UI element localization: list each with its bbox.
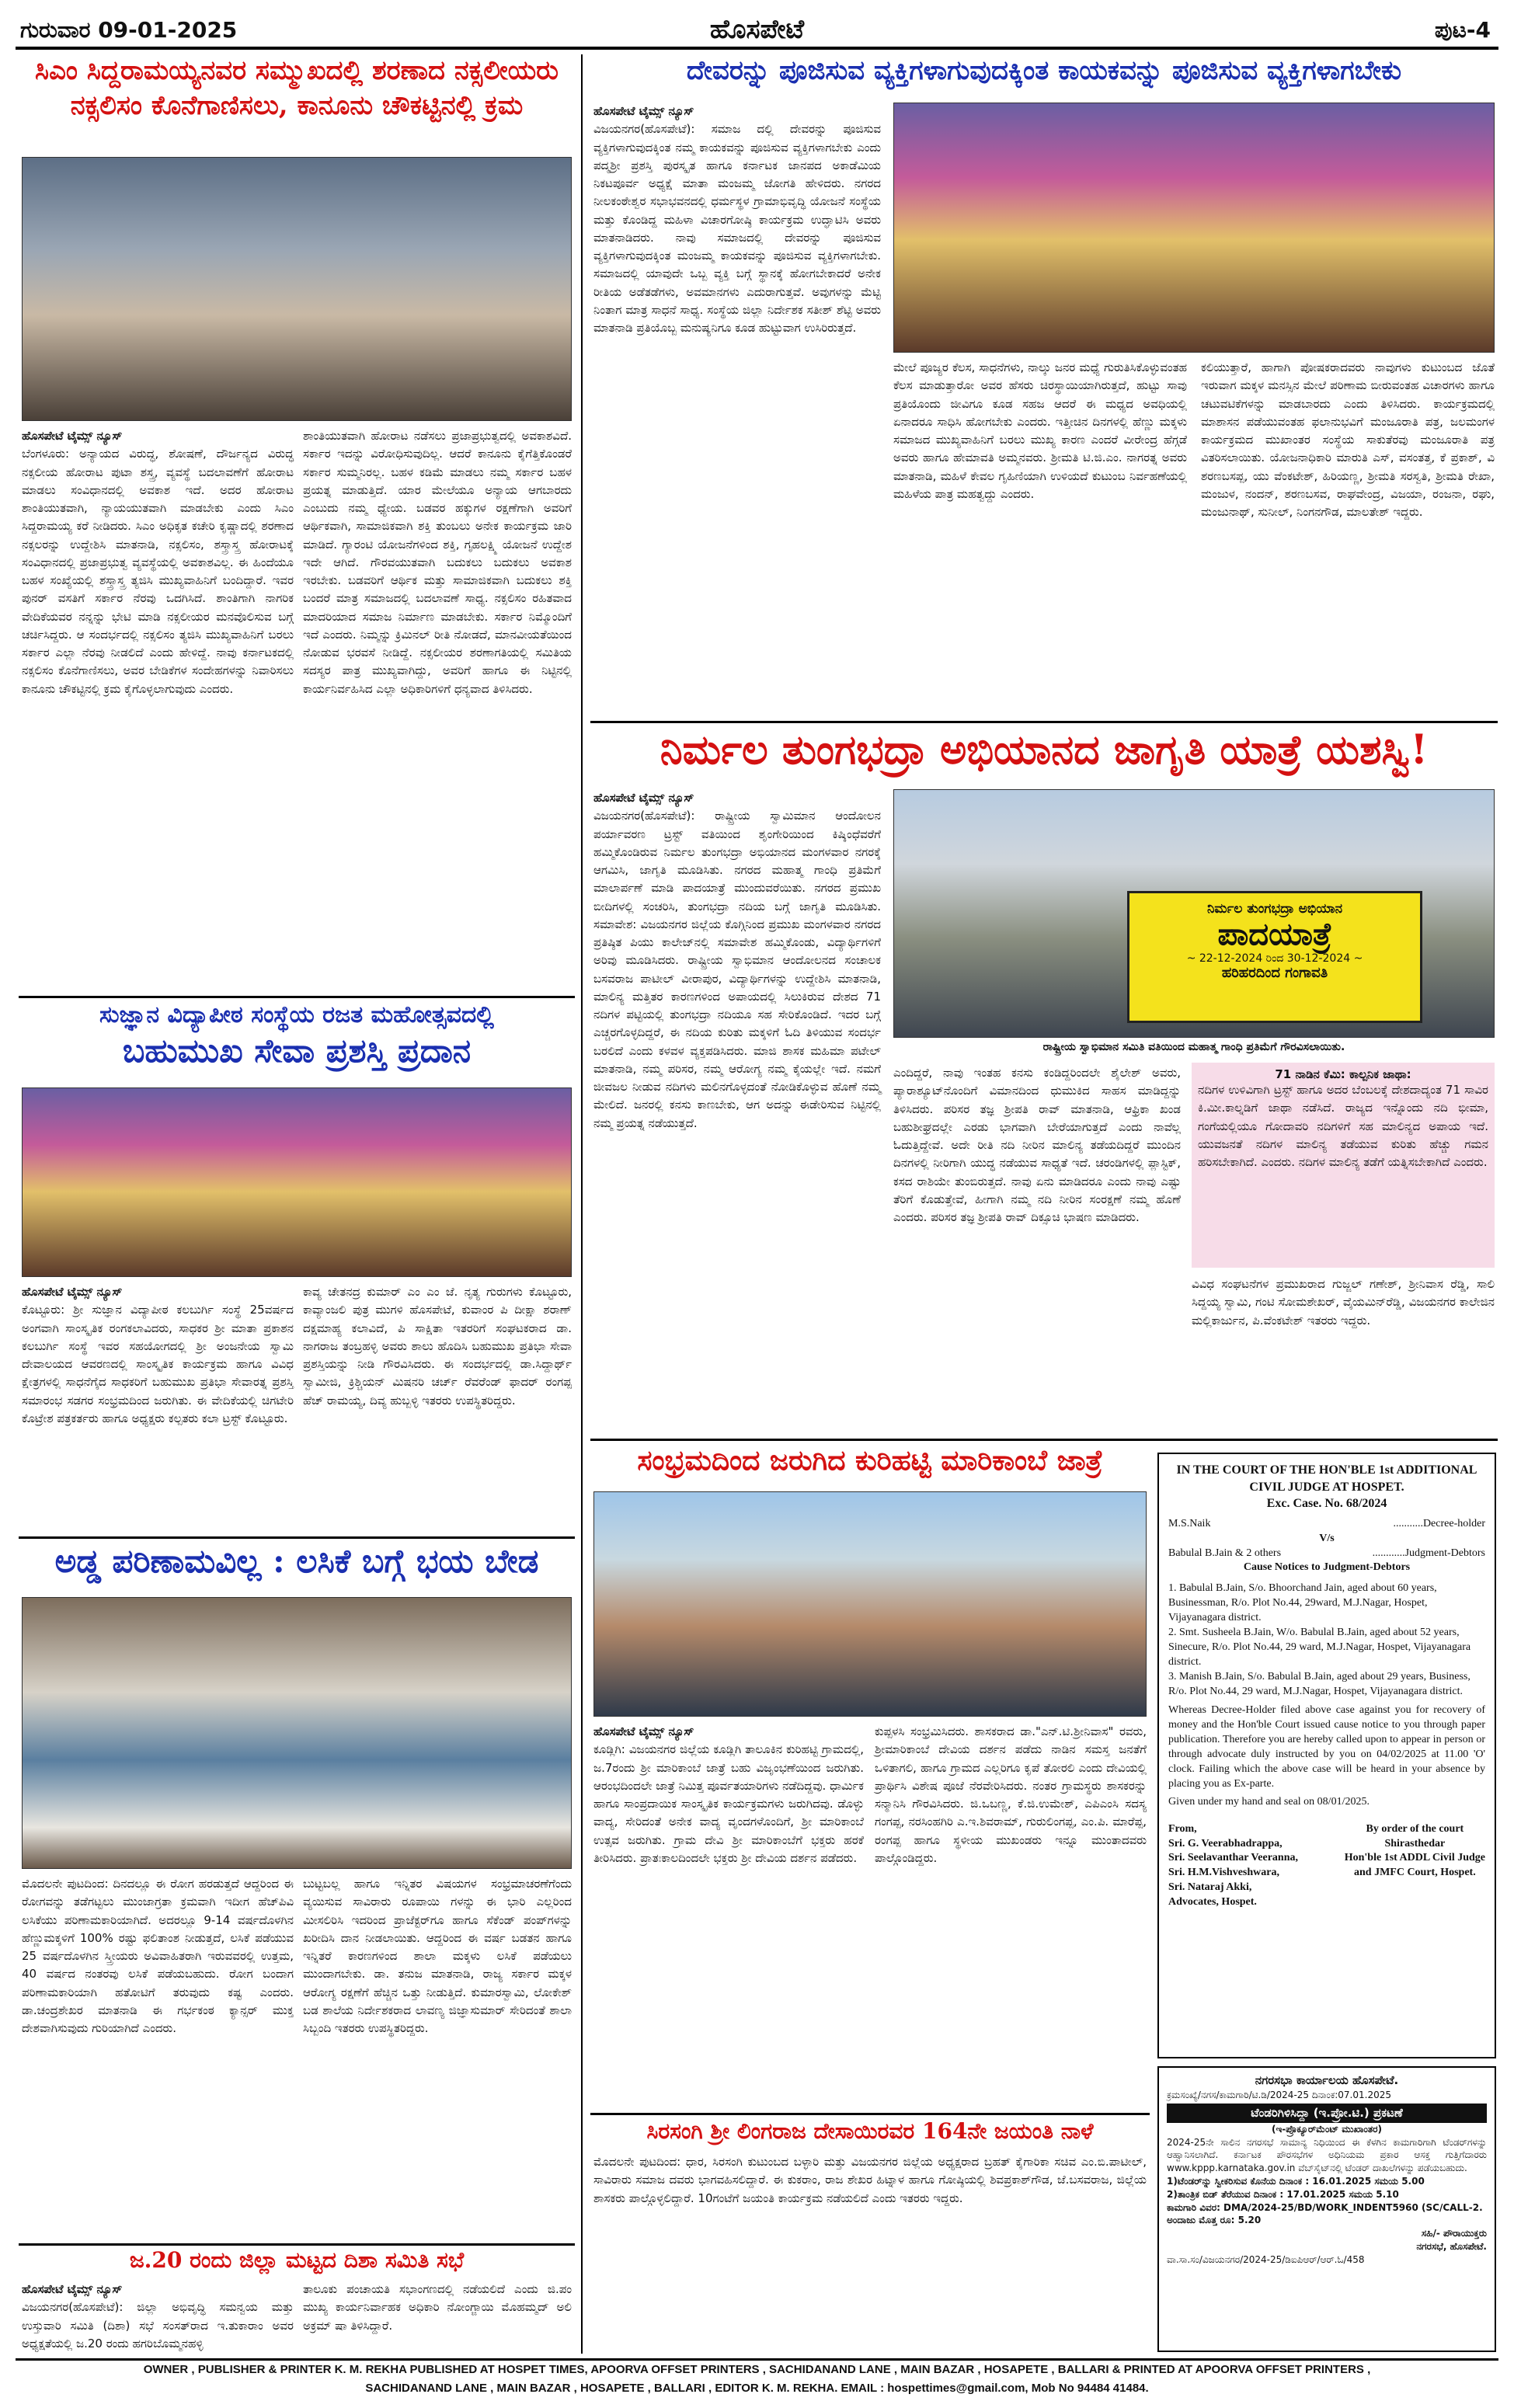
body-text: ವಿಜಯನಗರ(ಹೊಸಪೇಟೆ): ಸಮಾಜ ದಲ್ಲಿ ದೇವರನ್ನು ಪೂಜಿಸುವ ವ್ಯಕ್ತಿಗಳಾಗುವುದಕ್ಕಿಂತ ನಮ್ಮ ಕಾಯಕವನ್ನು ಪೂಜಿಸುವ ವ್ಯಕ್ತಿಗಳಾಗಬೇಕು ಎಂದು ಪದ್ಮಶ್ರೀ ಪ್ರಶಸ್ತಿ ಪುರಸ್ಕೃತ ಹಾಗೂ ಕರ್ನಾಟಕ ಜಾನಪದ ಅಕಾಡೆಮಿಯ ನಿಕಟಪೂರ್ವ ಅಧ್ಯಕ್ಷೆ ಮಾತಾ ಮಂಜಮ್ಮ ಜೋಗತಿ ಹೇಳಿದರು. ನಗರದ ನೀಲಕಂಠೇಶ್ವರ ಸಭಾಭವನದಲ್ಲಿ ಧರ್ಮಸ್ಥಳ ಗ್ರಾಮಾಭಿವೃದ್ಧಿ ಯೋಜನೆ ಸಂಸ್ಥೆಯ ಮತ್ತು ಕೊಂಡಿದ್ದ ಮಹಿಳಾ ವಿಚಾರಗೋಷ್ಠಿ ಕಾರ್ಯಕ್ರಮ ಉದ್ಘಾಟಿಸಿ ಅವರು ಮಾತನಾಡಿದರು. ನಾವು ಸಮಾಜದಲ್ಲಿ ದೇವರನ್ನು ಪೂಜಿಸುವ ವ್ಯಕ್ತಿಗಳಾಗುವುದಕ್ಕಿಂತ ಮಂಜಮ್ಮ ಕಾಯಕವನ್ನು ಪೂಜಿಸುವ ವ್ಯಕ್ತಿಗಳಾಗಬೇಕು. ಸಮಾಜದಲ್ಲಿ ಯಾವುದೇ ಒಬ್ಬ ವ್ಯಕ್ತಿ ಬಗ್ಗೆ ಸ್ಥಾನಕ್ಕೆ ಹೋಗಬೇಕಾದರೆ ಅನೇಕ ರೀತಿಯ ಅಡೆತಡೆಗಳು, ಅವಮಾನಗಳು ಎದುರಾಗುತ್ತವೆ. ಅವುಗಳನ್ನು ಮೆಟ್ಟಿ ನಿಂತಾಗ ಮಾತ್ರ ಸಾಧನೆ ಸಾಧ್ಯ. ಸಂಸ್ಥೆಯ ಜಿಲ್ಲಾ ನಿರ್ದೇಶಕ ಸತೀಶ್ ಶೆಟ್ಟಿ ಅವರು ಮಾತನಾಡಿ ಪ್ರತಿಯೊಬ್ಬ ಮನುಷ್ಯನಿಗೂ ಕೂಡ ಹುಟ್ಟುವಾಗ ಉಸಿರಿರುತ್ತದೆ. [593,122,881,335]
article-col-2 [893,1064,1181,1227]
judgment-debtor-role: ............Judgment-Debtors [1372,1547,1485,1559]
party-row [1168,1547,1485,1561]
body-text: ಎಂದಿದ್ದರೆ, ನಾವು ಇಂತಹ ಕನಸು ಕಂಡಿದ್ದರಿಂದಲೇ ಶೈಲೇಶ್ ಅವರು, ಪ್ಯಾರಾಶ್ಯೂಟ್‌ನೊಂದಿಗೆ ವಿಮಾನದಿಂದ ಧುಮುಕಿದ ಸಾಹಸ ಮಾಡಿದ್ದನ್ನು ತಿಳಿಸಿದರು. ಪರಿಸರ ತಜ್ಞ ಶ್ರೀಪತಿ ರಾವ್ ಮಾತನಾಡಿ, ಆಫ್ರಿಕಾ ಖಂಡ ಬಹುಶೀಘ್ರದಲ್ಲೇ ಎರಡು ಭಾಗವಾಗಿ ಬೇರೆಯಾಗುತ್ತದೆ ಎಂದು ನಾವೆಲ್ಲ ಓದುತ್ತಿದ್ದೇವೆ. ಅದೇ ರೀತಿ ನದಿ ನೀರಿನ ಮಾಲಿನ್ಯ ತಡೆಯದಿದ್ದರೆ ಮುಂದಿನ ದಿನಗಳಲ್ಲಿ ನೀರಿಗಾಗಿ ಯುದ್ಧ ನಡೆಯುವ ಸಾಧ್ಯತೆ ಇದೆ. ಚರಂಡಿಗಳಲ್ಲಿ ಪ್ಲಾಸ್ಟಿಕ್, ಕಸದ ರಾಶಿಯೇ ತುಂಬಿರುತ್ತದೆ. ನಾವು ಏನು ಮಾಡಿದರೂ ಎಂದು ನಾವು ಎಷ್ಟು ತೆರಿಗೆ ಕೊಡುತ್ತೇವೆ, ಹೀಗಾಗಿ ನಮ್ಮ ನದಿ ನೀರಿನ ಸಂರಕ್ಷಣೆ ನಮ್ಮ ಹೊಣೆ ಎಂದರು. ಪರಿಸರ ತಜ್ಞ ಶ್ರೀಪತಿ ರಾವ್ ದಿಕ್ಸೂಚಿ ಭಾಷಣ ಮಾಡಿದರು. [893,1066,1181,1224]
banner-text: ನಿರ್ಮಲ ತುಂಗಭದ್ರಾ ಅಭಿಯಾನ [1206,901,1343,917]
divider [19,996,575,998]
notice-subject: Cause Notices to Judgment-Debtors [1243,1561,1411,1574]
order-line: Shirasthedar [1384,1837,1446,1849]
box-title: 71 ನಾಡಿನ ಕೆಮಿ: ಕಾಲ್ಪನಿಕ ಜಾಥಾ: [1275,1067,1411,1081]
byline: ಹೊಸಪೇಟೆ ಟೈಮ್ಸ್ ನ್ಯೂಸ್ [593,1724,694,1738]
headline: ನಿರ್ಮಲ ತುಂಗಭದ್ರಾ ಅಭಿಯಾನದ ಜಾಗೃತಿ ಯಾತ್ರೆ ಯಶಸ್ವಿ! [660,726,1429,774]
headline: ಅಡ್ಡ ಪರಿಣಾಮವಿಲ್ಲ : ಲಸಿಕೆ ಬಗ್ಗೆ ಭಯ ಬೇಡ [54,1542,539,1580]
article-col-1 [593,103,881,337]
tender-date-1: 1)ಟೆಂಡರ್‌ನ್ನು ಸ್ವೀಕರಿಸುವ ಕೊನೆಯ ದಿನಾಂಕ : 16.01.2025 ಸಮಯ 5.00 [1167,2175,1425,2187]
notice-title-1: IN THE COURT OF THE HON'BLE 1st ADDITIONAL [1176,1463,1477,1477]
tender-ref-2: ವಾ.ಸಾ.ಸಂ/ವಿಜಯನಗರ/2024-25/ಡಿಐಪಿಆರ್/ಆರ್.ಓ/458 [1167,2253,1365,2265]
body-text: ಕೊಟ್ಟೂರು: ಶ್ರೀ ಸುಜ್ಞಾನ ವಿದ್ಯಾಪೀಠ ಕಲಬುರ್ಗಿ ಸಂಸ್ಥೆ 25ವರ್ಷದ ಅಂಗವಾಗಿ ಸಾಂಸ್ಕೃತಿಕ ರಂಗಕಲಾವಿದರು, ಸಾಧಕರ ಶ್ರೀ ಮಾತಾ ಪ್ರಕಾಶನ ಕಲಬುರ್ಗಿ ಸಂಸ್ಥೆ ಇವರ ಸಹಯೋಗದಲ್ಲಿ ಶ್ರೀ ಅಂಜನೇಯ ಸ್ವಾಮಿ ದೇವಾಲಯದ ಆವರಣದಲ್ಲಿ ಸಾಂಸ್ಕೃತಿಕ ಕಾರ್ಯಕ್ರಮ ಹಾಗೂ ವಿವಿಧ ಕ್ಷೇತ್ರಗಳಲ್ಲಿ ಸಾಧನೆಗೈದ ಸಾಧಕರಿಗೆ ಬಹುಮುಖ ಪ್ರತಿಭಾ ಸೇವಾರತ್ನ ಪ್ರಶಸ್ತಿ ಸಮಾರಂಭ ಸಡಗರ ಸಂಭ್ರಮದಿಂದ ಜರುಗಿತು. ಈ ವೇದಿಕೆಯಲ್ಲಿ ಚಿಗಟೇರಿ ಕೊಟ್ರೇಶ ಪತ್ರಕರ್ತರು ಹಾಗೂ ಅಧ್ಯಕ್ಷರು ಕಲ್ಪತರು ಕಲಾ ಟ್ರಸ್ಟ್ ಕೊಟ್ಟೂರು. [22,1303,294,1425]
debtor-3: 3. Manish B.Jain, S/o. Babulal B.Jain, aged about 29 years, Business, R/o. Plot No.44, 29 ward, M.J.Nagar, Hospet, Vijayanagara district. [1168,1670,1470,1697]
tender-body: 2024-25ನೇ ಸಾಲಿನ ನಗರಸಭೆ ಸಾಮಾನ್ಯ ನಿಧಿಯಿಂದ ಈ ಕೆಳಗಿನ ಕಾಮಗಾರಿಗಾಗಿ ಟೆಂಡರ್‌ಗಳನ್ನು ಆಹ್ವಾನಿಸಲಾಗಿದೆ. ಕರ್ನಾಟಕ ಪೌರಸಭೆಗಳ ಅಧಿನಿಯಮ ಪ್ರಕಾರ ಆಸಕ್ತ ಗುತ್ತಿಗೆದಾರರು www.kppp.karnataka.gov.in ವೆಬ್‌ಸೈಟ್‌ನಲ್ಲಿ ಟೆಂಡರ್ ದಾಖಲೆಗಳನ್ನು ಪಡೆಯಬಹುದು. [1167,2136,1487,2174]
body-text: ಬುಟ್ಟಬಲ್ಲ ಹಾಗೂ ಇನ್ನಿತರ ವಿಷಯಗಳ ಸಂಭ್ರಮಾಚರಣೆಗೆಂದು ವ್ಯಯಿಸುವ ಸಾವಿರಾರು ರೂಪಾಯಿ ಗಳನ್ನು ಈ ಭಾರಿ ಎಲ್ಲರಿಂದ ಮೀಸಲಿರಿಸಿ ಇದರಿಂದ ಪ್ರಾಜೆಕ್ಟರ್‌ಗೂ ಹಾಗೂ ಸೆಕೆಂಡ್ ಪಂಪ್‌ಗಳನ್ನು ಖರೀದಿಸಿ ದಾನ ನೀಡಲಾಯಿತು. ಆದ್ದರಿಂದ ಈ ವರ್ಷ ಬಡತನ ಹಾಗೂ ಇನ್ನಿತರೆ ಕಾರಣಗಳಿಂದ ಶಾಲಾ ಮಕ್ಕಳು ಲಸಿಕೆ ಪಡೆಯಲು ಮುಂದಾಗಬೇಕು. ಡಾ. ತನುಜ ಮಾತನಾಡಿ, ರಾಜ್ಯ ಸರ್ಕಾರ ಮಕ್ಕಳ ಆರೋಗ್ಯ ರಕ್ಷಣೆಗೆ ಹೆಚ್ಚಿನ ಒತ್ತು ನೀಡುತ್ತಿದೆ. ಕುಮಾರಸ್ವಾಮಿ, ಲೋಕೇಶ್ ಬಡ ಶಾಲೆಯ ನಿರ್ದೇಶಕರಾದ ಲಾವಣ್ಯ ಜಿಜ್ಞಾಸುಮಾರ್ ಸೇರಿದಂತೆ ಶಾಲಾ ಸಿಬ್ಬಂದಿ ಇತರರು ಉಪಸ್ಥಿತರಿದ್ದರು. [303,1877,572,2035]
advocate-name: Advocates, Hospet. [1168,1896,1257,1909]
decree-holder-role: ...........Decree-holder [1393,1517,1485,1529]
headline: ಸಂಭ್ರಮದಿಂದ ಜರುಗಿದ ಕುರಿಹಟ್ಟಿ ಮಾರಿಕಾಂಬೆ ಜಾತ್ರೆ [637,1444,1103,1477]
article-award-ceremony [19,1002,575,1534]
body-text: ಮೊದಲನೇ ಪುಟದಿಂದ: ದಿನದಲ್ಲೂ ಈ ರೋಗ ಹರಡುತ್ತದೆ ಆದ್ದರಿಂದ ಈ ರೋಗವನ್ನು ತಡೆಗಟ್ಟಲು ಮುಂಜಾಗ್ರತಾ ಕ್ರಮವಾಗಿ ಇದೀಗ ಹೆಚ್‌ಪಿವಿ ಲಸಿಕೆಯು ಪರಿಣಾಮಕಾರಿಯಾಗಿದೆ. ಅದರಲ್ಲೂ 9-14 ವರ್ಷದೊಳಗಿನ ಹೆಣ್ಣುಮಕ್ಕಳಿಗೆ 100% ರಷ್ಟು ಫಲಿತಾಂಶ ನೀಡುತ್ತದೆ, ಲಸಿಕೆ ಪಡೆಯುವ 25 ವರ್ಷದೊಳಗಿನ ಸ್ತ್ರೀಯರು ಅವಿವಾಹಿತರಾಗಿ ಇರುವವರಲ್ಲಿ ಉತ್ತಮ, 40 ವರ್ಷದ ನಂತರವು ಲಸಿಕೆ ಪಡೆಯಬಹುದು. ರೋಗ ಬಂದಾಗ ಪರಿಣಾಮಕಾರಿಯಾಗಿ ಹತೋಟಿಗೆ ತರುವುದು ಕಷ್ಟ ಎಂದರು. ಡಾ.ಚಂದ್ರಶೇಖರ ಮಾತನಾಡಿ ಈ ಗರ್ಭಕಂಠ ಕ್ಯಾನ್ಸರ್ ಮುಕ್ತ ದೇಶವಾಗಿಸುವುದು ಗುರಿಯಾಗಿದೆ ಎಂದರು. [22,1877,294,2035]
debtor-2: 2. Smt. Susheela B.Jain, W/o. Babulal B.Jain, aged about 52 years, Sinecure, R/o. Plot No.44, 29 ward, M.J.Nagar, Hospet, Vijayanagara district. [1168,1627,1471,1668]
article-naxal-surrender [19,56,575,994]
case-number: Exc. Case. No. 68/2024 [1266,1497,1387,1511]
tender-ref: ಕ್ರಮಸಂಖ್ಯೆ/ನಗಸ/ಕಾಮಗಾರಿ/ಟಿ.ಡಿ/2024-25 ದಿನಾಂಕ:07.01.2025 [1167,2090,1391,2100]
order-line: and JMFC Court, Hospet. [1354,1867,1476,1879]
article-col-1 [22,2281,294,2353]
imprint-line-1: OWNER , PUBLISHER & PRINTER K. M. REKHA PUBLISHED AT HOSPET TIMES, APOORVA OFFSET PRINTERS , SACHIDANAND LANE , MAIN BAZAR , HOSAPETE , BALLARI & PRINTED AT APOORVA OFFSET PRINTERS , [143,2363,1371,2376]
article-work-worship [590,55,1498,519]
article-marikambe-fair [590,1445,1150,2113]
body-text: ಮೊದಲನೇ ಪುಟದಿಂದ: ಧಾರ, ಸಿರಸಂಗಿ ಕುಟುಂಬದ ಬಳ್ಳಾರಿ ಮತ್ತು ವಿಜಯನಗರ ಜಿಲ್ಲೆಯ ಅಧ್ಯಕ್ಷರಾದ ಬ್ರಹತ್ ಕೈಗಾರಿಕಾ ಸಚಿವ ಎಂ.ಬಿ.ಪಾಟೀಲ್, ಸಾವಿರಾರು ಸಮಾಜ ದವರು ಭಾಗವಹಿಸಲಿದ್ದಾರೆ. ಈ ಕುಕರಾಂ, ರಾಜ ಶೇಖರ ಹಿಟ್ನಾಳ ಹಾಗೂ ಗೋಷ್ಠಿಯಲ್ಲಿ ಶಿವಪ್ರಕಾಶ್‌ಗೌಡ, ಜೆ.ಬಸವರಾಜ, ಜಿಲ್ಲೆಯ ಶಾಸಕರು ಪಾಲ್ಗೊಳ್ಳಲಿದ್ದಾರೆ. 10ಗಂಟೆಗೆ ಜಯಂತಿ ಕಾರ್ಯಕ್ರಮ ನಡೆಯಲಿದೆ ಎಂದು ಇತರರು ಇದ್ದರು. [593,2155,1147,2205]
article-col-1 [593,1723,864,1867]
headline: ಸಿರಸಂಗಿ ಶ್ರೀ ಲಿಂಗರಾಜ ದೇಸಾಯಿರವರ 164ನೇ ಜಯಂತಿ ನಾಳೆ [646,2118,1094,2144]
padayatra-banner [1127,891,1422,1023]
divider [590,721,1498,723]
headline-line2: ನಕ್ಸಲಿಸಂ ಕೊನೆಗಾಣಿಸಲು, ಕಾನೂನು ಚೌಕಟ್ಟಿನಲ್ಲಿ ಕ್ರಮ [70,90,524,122]
byline: ಹೊಸಪೇಟೆ ಟೈಮ್ಸ್ ನ್ಯೂಸ್ [22,429,123,443]
tender-header: ನಗರಸಭಾ ಕಾರ್ಯಾಲಯ ಹೊಸಪೇಟೆ. [1255,2073,1399,2087]
masthead [16,14,1498,50]
tender-sign-2: ನಗರಸಭೆ, ಹೊಸಪೇಟೆ. [1416,2240,1487,2252]
court-notice [1157,1453,1496,2058]
article-disha-meeting [19,2248,575,2355]
decree-holder: M.S.Naik [1168,1517,1211,1529]
byline: ಹೊಸಪೇಟೆ ಟೈಮ್ಸ್ ನ್ಯೂಸ್ [22,2282,123,2296]
article-lingaraja-jayanti [590,2119,1150,2352]
tender-subtitle: (ಇ-ಪ್ರೊಕ್ಯೂರ್‌ಮೆಂಟ್ ಮುಖಾಂತರ) [1272,2123,1382,2135]
photo-cm-event [22,157,572,421]
tender-notice [1157,2066,1496,2352]
byline: ಹೊಸಪೇಟೆ ಟೈಮ್ಸ್ ನ್ಯೂಸ್ [22,1285,123,1299]
headline: ದೇವರನ್ನು ಪೂಜಿಸುವ ವ್ಯಕ್ತಿಗಳಾಗುವುದಕ್ಕಿಂತ ಕಾಯಕವನ್ನು ಪೂಜಿಸುವ ವ್ಯಕ್ತಿಗಳಾಗಬೇಕು [686,55,1402,86]
advocates [1168,1822,1298,1910]
article-col-1 [593,789,881,1133]
signature-block [1168,1822,1485,1910]
body-text: ಕೂಡ್ಲಿಗಿ: ವಿಜಯನಗರ ಜಿಲ್ಲೆಯ ಕೂಡ್ಲಿಗಿ ತಾಲೂಕಿನ ಕುರಿಹಟ್ಟಿ ಗ್ರಾಮದಲ್ಲಿ, ಜ.7ರಂದು ಶ್ರೀ ಮಾರಿಕಾಂಬೆ ಜಾತ್ರೆ ಬಹು ವಿಜೃಂಭಣೆಯಿಂದ ಜರುಗಿತು. ಆರಂಭದಿಂದಲೇ ಜಾತ್ರೆ ನಿಮಿತ್ತ ಪೂರ್ವತಯಾರಿಗಳು ನಡೆದಿದ್ದವು. ಧಾರ್ಮಿಕ ಹಾಗೂ ಸಾಂಪ್ರದಾಯಿಕ ಸಾಂಸ್ಕೃತಿಕ ಕಾರ್ಯಕ್ರಮಗಳು ಜರುಗಿದವು. ಡೊಳ್ಳು ವಾದ್ಯ, ಸೇರಿದಂತೆ ಅನೇಕ ವಾದ್ಯ ವೃಂದಗಳೊಂದಿಗೆ, ಶ್ರೀ ಮಾರಿಕಾಂಬೆ ಉತ್ಸವ ಜರುಗಿತು. ಗ್ರಾಮ ದೇವಿ ಶ್ರೀ ಮಾರಿಕಾಂಬೆಗೆ ಭಕ್ತರು ಹರಕೆ ತೀರಿಸಿದರು. ಪ್ರಾತಃಕಾಲದಿಂದಲೇ ಭಕ್ತರು ಶ್ರೀ ದೇವಿಯ ದರ್ಶನ ಪಡೆದರು. [593,1742,864,1865]
party-row [1168,1517,1485,1532]
banner-dates: ~ 22-12-2024 ರಿಂದ 30-12-2024 ~ [1186,952,1363,965]
article-col-2 [893,359,1187,503]
court-order [1345,1822,1485,1910]
tender-date-2: 2)ತಾಂತ್ರಿಕ ಬಿಡ್ ತೆರೆಯುವ ದಿನಾಂಕ : 17.01.2025 ಸಮಯ 5.10 [1167,2188,1399,2200]
order-line: By order of the court [1366,1822,1464,1835]
article-col-1 [22,1283,294,1428]
notice-given: Given under my hand and seal on 08/01/2025. [1168,1795,1370,1808]
article-col-2 [303,2281,572,2335]
article-col-2 [303,1283,572,1410]
advocate-name: Sri. Seelavanthar Veeranna, [1168,1852,1298,1864]
divider [590,1439,1498,1441]
advocate-name: Sri. Nataraj Akki, [1168,1881,1252,1894]
body-text: ತಾಲೂಕು ಪಂಚಾಯತಿ ಸಭಾಂಗಣದಲ್ಲಿ ನಡೆಯಲಿದೆ ಎಂದು ಜಿ.ಪಂ ಮುಖ್ಯ ಕಾರ್ಯನಿರ್ವಾಹಕ ಅಧಿಕಾರಿ ನೋಂಗ್ಜಾಯಿ ಮೊಹಮ್ಮದ್ ಅಲಿ ಅಕ್ರಮ್ ಷಾ ತಿಳಿಸಿದ್ದಾರೆ. [303,2282,572,2333]
headline: ಜ.20 ರಂದು ಜಿಲ್ಲಾ ಮಟ್ಟದ ದಿಶಾ ಸಮಿತಿ ಸಭೆ [129,2247,465,2273]
photo-caption: ರಾಷ್ಟ್ರೀಯ ಸ್ವಾಭಿಮಾನ ಸಮಿತಿ ವತಿಯಿಂದ ಮಹಾತ್ಮ ಗಾಂಧಿ ಪ್ರತಿಮೆಗೆ ಗೌರವಿಸಲಾಯಿತು. [1042,1041,1345,1053]
tender-sign-1: ಸಹಿ/- ಪೌರಾಯುಕ್ತರು [1421,2228,1487,2239]
article-col-2 [875,1723,1147,1867]
column-divider [581,54,583,2354]
byline: ಹೊಸಪೇಟೆ ಟೈಮ್ಸ್ ನ್ಯೂಸ್ [593,791,694,805]
page-number: ಪುಟ-4 [1434,17,1491,43]
divider [19,2243,575,2246]
imprint-line-2: SACHIDANAND LANE , MAIN BAZAR , HOSAPETE , BALLARI , EDITOR K. M. REKHA. EMAIL : hospettimes@gmail.com, Mob No 94484 41484. [365,2382,1149,2395]
photo-school-students [22,1597,572,1869]
photo-felicitation [893,103,1495,353]
article-col-3 [1201,359,1495,521]
body-text: ಶಾಂತಿಯುತವಾಗಿ ಹೋರಾಟ ನಡೆಸಲು ಪ್ರಜಾಪ್ರಭುತ್ವದಲ್ಲಿ ಅವಕಾಶವಿದೆ. ಸರ್ಕಾರ ಇದನ್ನು ವಿರೋಧಿಸುವುದಿಲ್ಲ. ಆದರೆ ಕಾನೂನು ಕೈಗೆತ್ತಿಕೊಂಡರೆ ಸರ್ಕಾರ ಸುಮ್ಮನಿರಲ್ಲ. ಬಹಳ ಕಡಿಮೆ ಮಾಡಲು ನಮ್ಮ ಸರ್ಕಾರ ಬಹಳ ಪ್ರಯತ್ನ ಮಾಡುತ್ತಿದೆ. ಯಾರ ಮೇಲೆಯೂ ಅನ್ಯಾಯ ಆಗಬಾರದು ಎಂಬುದು ನಮ್ಮ ಧ್ಯೇಯ. ಬಡವರ ಹಕ್ಕುಗಳ ರಕ್ಷಣೆಗಾಗಿ ಅವರಿಗೆ ಆರ್ಥಿಕವಾಗಿ, ಸಾಮಾಜಿಕವಾಗಿ ಶಕ್ತಿ ತುಂಬಲು ಅನೇಕ ಕಾರ್ಯಕ್ರಮ ಜಾರಿ ಮಾಡಿದೆ. ಗ್ಯಾರಂಟಿ ಯೋಜನೆಗಳಿಂದ ಶಕ್ತಿ, ಗೃಹಲಕ್ಷ್ಮಿ ಯೋಜನೆ ಉದ್ದೇಶ ಇದೇ ಆಗಿದೆ. ಗೌರವಯುತವಾಗಿ ಬದುಕಲು ಬದುಕಲು ಅವಕಾಶ ಇರಬೇಕು. ಬಡವರಿಗೆ ಆರ್ಥಿಕ ಮತ್ತು ಸಾಮಾಜಿಕವಾಗಿ ಬದುಕಲು ಶಕ್ತಿ ಬಂದರೆ ಮಾತ್ರ ಸಮಾಜದಲ್ಲಿ ಬದಲಾವಣೆ ಸಾಧ್ಯ. ನಕ್ಸಲಿಸಂ ರಹಿತವಾದ ಮಾದರಿಯಾದ ಸಮಾಜ ನಿರ್ಮಾಣ ಮಾಡಬೇಕು. ಸರ್ಕಾರ ನಿಮ್ಮೊಂದಿಗೆ ಇದೆ ಎಂದರು. ನಿಮ್ಮನ್ನು ಕ್ರಿಮಿನಲ್ ರೀತಿ ನೋಡದೆ, ಮಾನವೀಯತೆಯಿಂದ ನೋಡುವ ಭರವಸೆ ನೀಡಿದ್ದೆ. ನಕ್ಸಲೀಯರ ಶರಣಾಗತಿಯಲ್ಲಿ ಸಮಿತಿಯ ಸದಸ್ಯರ ಪಾತ್ರ ಮುಖ್ಯವಾಗಿದ್ದು, ಅವರಿಗೆ ಹಾಗೂ ಈ ನಿಟ್ಟಿನಲ್ಲಿ ಕಾರ್ಯನಿರ್ವಹಿಸಿದ ಎಲ್ಲಾ ಅಧಿಕಾರಿಗಳಿಗೆ ಧನ್ಯವಾದ ತಿಳಿಸಿದರು. [303,429,572,696]
divider [590,2113,1150,2115]
article-vaccine [19,1543,575,2242]
from-label: From, [1168,1822,1197,1835]
photo-fair-crowd [593,1491,1147,1717]
banner-route: ಹರಿಹರದಿಂದ ಗಂಗಾವತಿ [1221,965,1328,981]
article-col-2 [303,1875,572,2037]
photo-gandhi-statue [893,789,1495,1038]
tender-work: ಕಾಮಗಾರಿ ವಿವರ: DMA/2024-25/BD/WORK_INDENT5960 (SC/CALL-2. ಅಂದಾಜು ಮೊತ್ತ ರೂ: 5.20 [1167,2201,1483,2226]
tender-title: ಟೆಂಡರಿಗಿಳಿಸಿದ್ದಾ (ಇ.ಪ್ರೋ.ಟಿ.) ಪ್ರಕಟಣೆ [1167,2104,1487,2123]
divider [19,1536,575,1539]
body-text: ಕುಪ್ಪಳಸಿ ಸಂಭ್ರಮಿಸಿದರು. ಶಾಸಕರಾದ ಡಾ."ಎನ್.ಟಿ.ಶ್ರೀನಿವಾಸ" ರವರು, ಶ್ರೀಮಾರಿಕಾಂಬೆ ದೇವಿಯ ದರ್ಶನ ಪಡೆದು ನಾಡಿನ ಸಮಸ್ತ ಜನತೆಗೆ ಒಳಿತಾಗಲಿ, ಹಾಗೂ ಗ್ರಾಮದ ಎಲ್ಲರಿಗೂ ಕೃಪೆ ತೋರಲಿ ಎಂದು ದೇವಿಯಲ್ಲಿ ಪ್ರಾರ್ಥಿಸಿ ವಿಶೇಷ ಪೂಜೆ ನೆರವೇರಿಸಿದರು. ನಂತರ ಗ್ರಾಮಸ್ಥರು ಶಾಸಕರನ್ನು ಸನ್ಮಾನಿಸಿ ಗೌರವಿಸಿದರು. ಜಿ.ಒಬಣ್ಣ, ಕೆ.ಜಿ.ಉಮೇಶ್, ಎಪಿಎಂಸಿ ಸದಸ್ಯ ಗಂಗಪ್ಪ, ನರಸಿಂಹಗಿರಿ ಎ.ಇ.ಶಿವರಾಮ್, ಗುರುಲಿಂಗಪ್ಪ, ಎಂ.ಪಿ. ಮಾರೆಪ್ಪ, ರಂಗಪ್ಪ ಹಾಗೂ ಸ್ಥಳೀಯ ಮುಖಂಡರು ಇನ್ನೂ ಮುಂತಾದವರು ಪಾಲ್ಗೊಂಡಿದ್ದರು. [875,1724,1147,1865]
headline-line2: ಬಹುಮುಖ ಸೇವಾ ಪ್ರಶಸ್ತಿ ಪ್ರದಾನ [122,1031,472,1070]
headline-line1: ಸುಜ್ಞಾನ ವಿದ್ಯಾಪೀಠ ಸಂಸ್ಥೆಯ ರಜತ ಮಹೋತ್ಸವದಲ್ಲಿ [99,1001,494,1028]
advocate-name: Sri. H.M.Vishveshwara, [1168,1867,1279,1879]
notice-title-2: CIVIL JUDGE AT HOSPET. [1249,1480,1404,1494]
advocate-name: Sri. G. Veerabhadrappa, [1168,1837,1283,1849]
article-col-3 [1192,1275,1495,1330]
body-text: ವಿಜಯನಗರ(ಹೊಸಪೇಟೆ): ಜಿಲ್ಲಾ ಅಭಿವೃದ್ಧಿ ಸಮನ್ವಯ ಮತ್ತು ಉಸ್ತುವಾರಿ ಸಮಿತಿ (ದಿಶಾ) ಸಭೆ ಸಂಸತ್‌ರಾದ ಇ.ತುಕಾರಾಂ ಅವರ ಅಧ್ಯಕ್ಷತೆಯಲ್ಲಿ ಜ.20 ರಂದು ಹಗರಿಬೊಮ್ಮನಹಳ್ಳಿ [22,2300,294,2351]
box-text: ನದಿಗಳ ಉಳಿವಿಗಾಗಿ ಟ್ರಸ್ಟ್ ಹಾಗೂ ಅದರ ಬೆಂಬಲಕ್ಕೆ ದೇಶದಾದ್ಯಂತ 71 ಸಾವಿರ ಕಿ.ಮೀ.ಕಾಲ್ನಡಿಗೆ ಜಾಥಾ ನಡೆಸಿದೆ. ರಾಜ್ಯದ ಇನ್ನೊಂದು ನದಿ ಭೀಮಾ, ಗಂಗೆಯಲ್ಲಿಯೂ ಗೋದಾವರಿ ನದಿಗಳಿಗೆ ಸಹ ಮಾಲಿನ್ಯದ ಅಪಾಯ ಇದೆ. ಯುವಜನತೆ ನದಿಗಳ ಮಾಲಿನ್ಯ ತಡೆಯುವ ಕುರಿತು ಹೆಚ್ಚು ಗಮನ ಹರಿಸಬೇಕಾಗಿದೆ. ಎಂದರು. ನದಿಗಳ ಮಾಲಿನ್ಯ ತಡೆಗೆ ಯತ್ನಿಸಬೇಕಾಗಿದೆ ಎಂದರು. [1198,1083,1488,1169]
article-col-2 [303,427,572,698]
versus: V/s [1319,1532,1335,1544]
article-col-1 [22,427,294,698]
notice-body: Whereas Decree-Holder filed above case against you for recovery of money and the Hon'ble Court issued cause notice to you through paper publication. Therefore you are hereby called upon to appear in person or through advocate duly instructed by you on 04/02/2025 at 11.00 'O' clock. Failing which the above case will be heard in your absence by placing you as Ex-parte. [1168,1704,1485,1790]
body-text: ಕಾವ್ಯ ಚೇತನದ್ರ ಕುಮಾರ್ ಎಂ ಎಂ ಜೆ. ನೃತ್ಯ ಗುರುಗಳು ಕೊಟ್ಟೂರು, ಕಾವ್ಯಾಂಜಲಿ ಪುತ್ರ ಮುಗಳಿ ಹೊಸಪೇಟೆ, ಕುವಾಂರ ಪಿ ದೀಕ್ಷಾ ಶರಾಣ್ ದಕ್ಷಮಾಹ್ಯ ಕಲಾವಿದೆ, ಪಿ ಸಾಕ್ಷಿತಾ ಇತರರಿಗೆ ಸಂಘಟಕರಾದ ಡಾ. ನಾಗರಾಜ ತಂಬ್ರಹಳ್ಳಿ ಅವರು ಶಾಲು ಹೊದಿಸಿ ಬಹುಮುಖ ಪ್ರತಿಭಾ ಸೇವಾ ಪ್ರಶಸ್ತಿಯನ್ನು ನೀಡಿ ಗೌರವಿಸಿದರು. ಈ ಸಂದರ್ಭದಲ್ಲಿ ಡಾ.ಸಿದ್ದಾರ್ಥ್ ಸ್ವಾಮೀಜಿ, ಕ್ರಿಶ್ಚಿಯನ್ ಮಿಷನರಿ ಚರ್ಚ್ ರೆವರೆಂಡ್ ಫಾದರ್ ರಂಗಪ್ಪ ಹೆಚ್ ರಾಮಯ್ಯ, ದಿವ್ಯ ಹುಬ್ಬಳ್ಳಿ ಇತರರು ಉಪಸ್ಥಿತರಿದ್ದರು. [303,1285,572,1408]
body-text: ಬೆಂಗಳೂರು: ಅನ್ಯಾಯದ ವಿರುದ್ಧ, ಶೋಷಣೆ, ದೌರ್ಜನ್ಯದ ವಿರುದ್ಧ ನಕ್ಸಲೀಯ ಹೋರಾಟ ಪುಟಾ ಶಸ್ತ್ರ, ವ್ಯವಸ್ಥೆ ಬದಲಾವಣೆಗೆ ಹೋರಾಟ ಮಾಡಲು ಸಂವಿಧಾನದಲ್ಲಿ ಅವಕಾಶ ಇದೆ. ಅದರ ಹೋರಾಟ ಶಾಂತಿಯುತವಾಗಿ, ನ್ಯಾಯಯುತವಾಗಿ ಮಾಡಬೇಕು ಎಂದು ಸಿಎಂ ಸಿದ್ದರಾಮಯ್ಯ ಕರೆ ನೀಡಿದರು. ಸಿಎಂ ಅಧಿಕೃತ ಕಚೇರಿ ಕೃಷ್ಣಾದಲ್ಲಿ ಶರಣಾದ ನಕ್ಸಲರನ್ನು ಉದ್ದೇಶಿಸಿ ಮಾತನಾಡಿ, ನಕ್ಸಲಿಸಂ, ಶಸ್ತ್ರಾಸ್ತ್ರ ಹೋರಾಟಕ್ಕೆ ಸಂವಿಧಾನದಲ್ಲಿ ಪ್ರಜಾಪ್ರಭುತ್ವ ವ್ಯವಸ್ಥೆಯಲ್ಲಿ ಅವಕಾಶವಿಲ್ಲ. ಈ ಹಿಂದೆಯೂ ಬಹಳ ಸಂಖ್ಯೆಯಲ್ಲಿ ಶಸ್ತ್ರಾಸ್ತ್ರ ತ್ಯಜಿಸಿ ಮುಖ್ಯವಾಹಿನಿಗೆ ಬಂದಿದ್ದಾರೆ. ಇವರ ಪುನರ್ ವಸತಿಗೆ ಸರ್ಕಾರ ನೆರವು ಒದಗಿಸಿದೆ. ಶಾಂತಿಗಾಗಿ ನಾಗರಿಕ ವೇದಿಕೆಯವರ ನನ್ನನ್ನು ಭೇಟಿ ಮಾಡಿ ನಕ್ಸಲೀಯರ ಮನವೊಲಿಸುವ ಬಗ್ಗೆ ಚರ್ಚಿಸಿದ್ದರು. ಆ ಸಂದರ್ಭದಲ್ಲಿ ನಕ್ಸಲಿಸಂ ತ್ಯಜಿಸಿ ಮುಖ್ಯವಾಹಿನಿಗೆ ಬರಲು ಸರ್ಕಾರ ಎಲ್ಲಾ ನೆರವು ನೀಡಲಿದೆ ಎಂದು ಹೇಳಿದ್ದೆ. ನಾವು ಕರ್ನಾಟಕದಲ್ಲಿ ನಕ್ಸಲಿಸಂ ಕೊನೆಗಾಣಿಸಲು, ಅವರ ಬೇಡಿಕೆಗಳ ಸಂದೇಹಗಳನ್ನು ನಿವಾರಿಸಲು ಕಾನೂನು ಚೌಕಟ್ಟಿನಲ್ಲಿ ಕ್ರಮ ಕೈಗೊಳ್ಳಲಾಗುವುದು ಎಂದರು. [22,447,294,696]
banner-title: ಪಾದಯಾತ್ರೆ [1217,917,1332,952]
body-text: ಮೇಲೆ ಪೂಜ್ಯರ ಕೆಲಸ, ಸಾಧನೆಗಳು, ನಾಲ್ಕು ಜನರ ಮಧ್ಯೆ ಗುರುತಿಸಿಕೊಳ್ಳುವಂತಹ ಕೆಲಸ ಮಾಡುತ್ತಾರೋ ಅವರ ಹೆಸರು ಚಿರಸ್ಥಾಯಿಯಾಗಿರುತ್ತದೆ, ಹುಟ್ಟು ಸಾವು ಪ್ರತಿಯೊಂದು ಜೀವಿಗೂ ಕೂಡ ಸಹಜ ಆದರೆ ಈ ಮಧ್ಯದ ಅವಧಿಯಲ್ಲಿ ಏನಾದರೂ ಸಾಧಿಸಿ ಹೋಗಬೇಕು ಎಂದರು. ಇತ್ತೀಚಿನ ದಿನಗಳಲ್ಲಿ ಹೆಣ್ಣು ಮಕ್ಕಳು ಸಮಾಜದ ಮುಖ್ಯವಾಹಿನಿಗೆ ಬರಲು ಮುಖ್ಯ ಕಾರಣ ಎಂದರೆ ವೀರೇಂದ್ರ ಹೆಗ್ಗಡೆ ಅವರು ಹಾಗೂ ಹೇಮಾವತಿ ಅಮ್ಮನವರು. ಶ್ರೀಮತಿ ಟಿ.ಜಿ.ಎಂ. ನಾಗರತ್ನ ಅವರು ಮಾತನಾಡಿ, ಮಹಿಳೆ ಕೇವಲ ಗೃಹಿಣಿಯಾಗಿ ಉಳಿಯದೆ ಕುಟುಂಬ ನಿರ್ವಹಣೆಯಲ್ಲಿ ಮಹಿಳೆಯ ಪಾತ್ರ ಮಹತ್ವದ್ದು ಎಂದರು. [893,360,1187,501]
headline-line1: ಸಿಎಂ ಸಿದ್ದರಾಮಯ್ಯನವರ ಸಮ್ಮುಖದಲ್ಲಿ ಶರಣಾದ ನಕ್ಸಲೀಯರು [35,55,559,86]
paper-name: ಹೊಸಪೇಟೆ [709,14,805,45]
byline: ಹೊಸಪೇಟೆ ಟೈಮ್ಸ್ ನ್ಯೂಸ್ [593,104,694,118]
judgment-debtor: Babulal B.Jain & 2 others [1168,1547,1282,1559]
article-body [593,2153,1147,2208]
imprint-footer [16,2358,1498,2402]
order-line: Hon'ble 1st ADDL Civil Judge [1344,1852,1485,1864]
body-text: ವಿಜಯನಗರ(ಹೊಸಪೇಟೆ): ರಾಷ್ಟ್ರೀಯ ಸ್ವಾಮಿಮಾನ ಆಂದೋಲನ ಪರ್ಯಾವರಣ ಟ್ರಸ್ಟ್ ವತಿಯಿಂದ ಶೃಂಗೇರಿಯಿಂದ ಕಿಷ್ಕಿಂಧೆವರೆಗೆ ಹಮ್ಮಿಕೊಂಡಿರುವ ನಿರ್ಮಲ ತುಂಗಭದ್ರಾ ಅಭಿಯಾನದ ಮಂಗಳವಾರ ನಗರಕ್ಕೆ ಆಗಮಿಸಿ, ಜಾಗೃತಿ ಮೂಡಿಸಿತು. ನಗರದ ಮಹಾತ್ಮ ಗಾಂಧಿ ಪ್ರತಿಮೆಗೆ ಮಾಲಾರ್ಪಣೆ ಮಾಡಿ ಪಾದಯಾತ್ರೆ ಮುಂದುವರೆಯಿತು. ನಗರದ ಪ್ರಮುಖ ಬೀದಿಗಳಲ್ಲಿ ಸಂಚರಿಸಿ, ತುಂಗಭದ್ರಾ ನದಿಯ ಬಗ್ಗೆ ಜಾಗೃತಿ ಮೂಡಿಸಿತು. ಸಮಾವೇಶ: ವಿಜಯನಗರ ಜಿಲ್ಲೆಯ ಕೊಗ್ಗಿನಿಂದ ಪ್ರಮುಖ ಮಂಗಳವಾರ ನಗರದ ಪ್ರತಿಷ್ಠಿತ ಪಿಯು ಕಾಲೇಜ್‌ನಲ್ಲಿ ಸಮಾವೇಶ ಹಮ್ಮಿಕೊಂಡು, ವಿದ್ಯಾರ್ಥಿಗಳಿಗೆ ಅರಿವು ಮೂಡಿಸಿದರು. ರಾಷ್ಟ್ರೀಯ ಸ್ವಾಭಿಮಾನ ಆಂದೋಲನದ ಸಂಚಾಲಕ ಬಸವರಾಜ ಪಾಟೀಲ್ ವೀರಾಪುರ, ವಿದ್ಯಾರ್ಥಿಗಳನ್ನು ಉದ್ದೇಶಿಸಿ ಮಾತನಾಡಿ, ಮಾಲಿನ್ಯ ಮತ್ತಿತರ ಕಾರಣಗಳಿಂದ ಅಪಾಯದಲ್ಲಿ ಸಿಲುಕಿರುವ ದೇಶದ 71 ನದಿಗಳ ಪಟ್ಟಿಯಲ್ಲಿ ತುಂಗಭದ್ರಾ ನದಿಯೂ ಸಹ ಸೇರಿಕೊಂಡಿದೆ. ಇದರ ಬಗ್ಗೆ ಎಚ್ಚರಗೊಳ್ಳದಿದ್ದರೆ, ಈ ನದಿಯ ಕುರಿತು ಮಕ್ಕಳಿಗೆ ಓದಿ ತಿಳಿಯುವ ಸಂದರ್ಭ ಬರಲಿದೆ ಎಂದು ಕಳವಳ ವ್ಯಕ್ತಪಡಿಸಿದರು. ಮಾಜಿ ಶಾಸಕ ಮಹಿಮಾ ಪಟೇಲ್ ಮಾತನಾಡಿ, ನಮ್ಮ ಪರಿಸರ, ನಮ್ಮ ಆರೋಗ್ಯ ನಮ್ಮ ಕೈಯಲ್ಲೇ ಇದೆ. ನಮಗೆ ಜೀವಜಲ ನೀಡುವ ನದಿಗಳು ಮಲಿನಗೊಳ್ಳದಂತೆ ನೋಡಿಕೊಳ್ಳುವ ಹೊಣೆ ನಮ್ಮ ಮೇಲಿದೆ. ಜನರಲ್ಲಿ ಕನಸು ಕಾಣಬೇಕು, ಆಗ ಅದನ್ನು ಈಡೇರಿಸುವ ನಿಟ್ಟಿನಲ್ಲಿ ನಮ್ಮ ಪ್ರಯತ್ನ ನಡೆಯುತ್ತದೆ. [593,809,881,1130]
photo-award-group [22,1087,572,1277]
body-text: ವಿವಿಧ ಸಂಘಟನೆಗಳ ಪ್ರಮುಖರಾದ ಗುಜ್ಜಲ್ ಗಣೇಶ್, ಶ್ರೀನಿವಾಸ ರೆಡ್ಡಿ, ಸಾಲಿ ಸಿದ್ದಯ್ಯ ಸ್ವಾಮಿ, ಗಂಟಿ ಸೋಮಶೇಖರ್, ವೈಯಮಿನ್‌ರೆಡ್ಡಿ, ವಿಜಯನಗರ ಕಾಲೇಜಿನ ಮಲ್ಲಿಕಾರ್ಜುನ, ಪಿ.ವೆಂಕಟೇಶ್ ಇತರರು ಇದ್ದರು. [1192,1277,1495,1328]
body-text: ಕಲಿಯುತ್ತಾರೆ, ಹಾಗಾಗಿ ಪೋಷಕರಾದವರು ನಾವುಗಳು ಕುಟುಂಬದ ಜೊತೆ ಇರುವಾಗ ಮಕ್ಕಳ ಮನಸ್ಸಿನ ಮೇಲೆ ಪರಿಣಾಮ ಬೀರುವಂತಹ ವಿಚಾರಗಳು ಹಾಗೂ ಚಟುವಟಿಕೆಗಳನ್ನು ಮಾಡಬಾರದು ಎಂದು ತಿಳಿಸಿದರು. ಕಾರ್ಯಕ್ರಮದಲ್ಲಿ ಮಾಶಾಸನ ಪಡೆಯುವಂತಹ ಫಲಾನುಭವಿಗೆ ಮಂಜೂರಾತಿ ಪತ್ರ, ಜಲಮಂಗಳ ಕಾರ್ಯಕ್ರಮದ ಮುಖಾಂತರ ಸಂಸ್ಥೆಯ ಸಾಕುತೆರವು ಮಂಜೂರಾತಿ ಪತ್ರ ವಿತರಿಸಲಾಯಿತು. ಯೋಜನಾಧಿಕಾರಿ ಮಾರುತಿ ಎಸ್, ವಸಂತತ್ತ, ಕೆ ಪ್ರಕಾಶ್, ವಿ ಶರಣಬಸಪ್ಪ, ಯು ವೆಂಕಟೇಶ್, ಹಿರಿಯಣ್ಣ, ಶ್ರೀಮತಿ ಸರಸ್ವತಿ, ಶ್ರೀಮತಿ ರೇಖಾ, ಮಂಜುಳ, ನಂದನ್, ಶರಣಬಸವ, ರಾಘವೇಂದ್ರ, ವಿಜಯಾ, ರಂಜನಾ, ರಘು, ಮಂಜುನಾಥ್, ಸುನೀಲ್, ನಿಂಗನಗೌಡ, ಮಾಲತೇಶ್ ಇದ್ದರು. [1201,360,1495,519]
issue-date: ಗುರುವಾರ 09-01-2025 [20,17,238,43]
debtor-1: 1. Babulal B.Jain, S/o. Bhoorchand Jain, aged about 60 years, Businessman, R/o. Plot No.44, 29ward, M.J.Nagar, Hospet, Vijayanagara district. [1168,1582,1437,1624]
article-col-1 [22,1875,294,2037]
article-tungabhadra-yatra [590,727,1498,1435]
sidebar-box [1192,1063,1495,1268]
